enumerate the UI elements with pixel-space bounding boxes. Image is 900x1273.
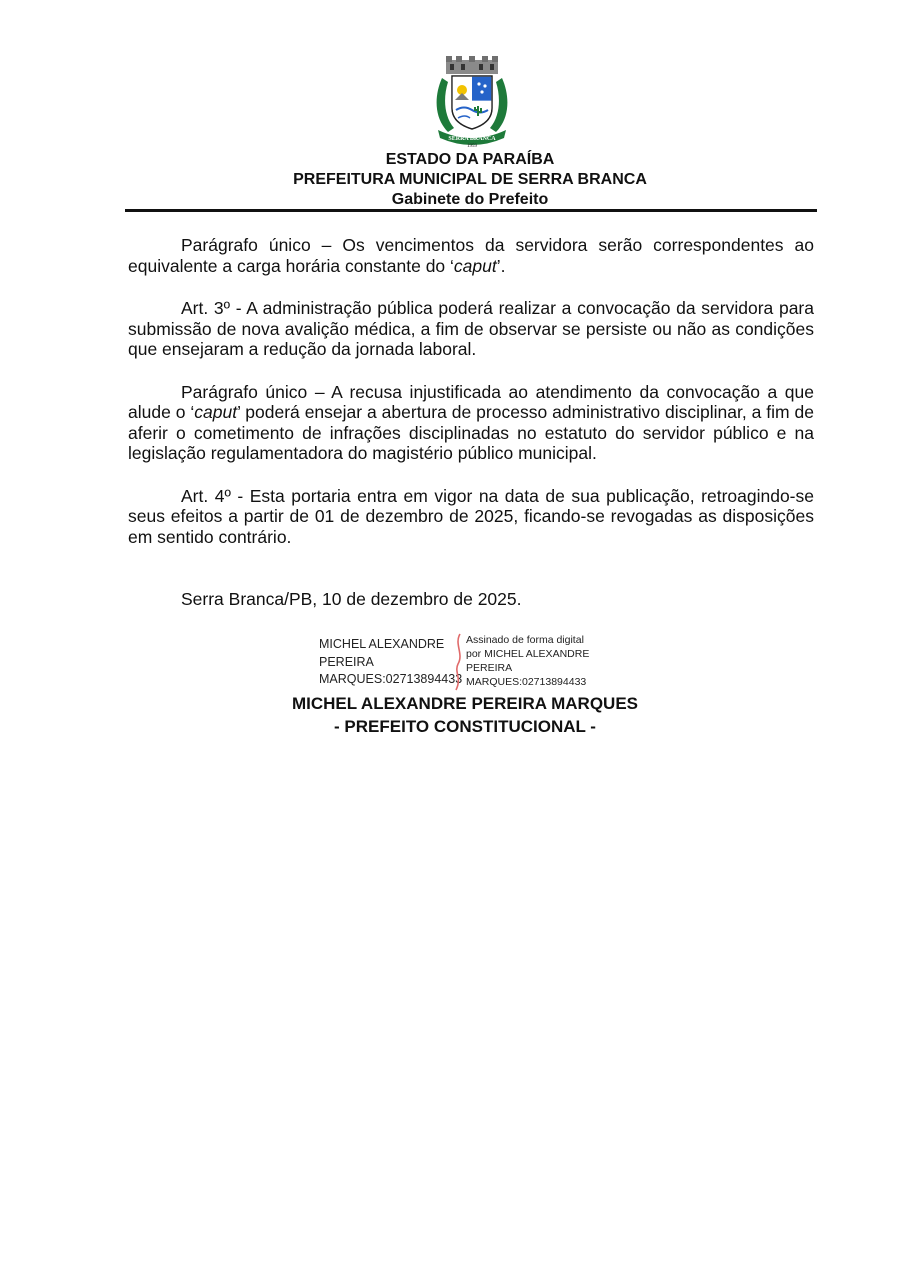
document-header — [0, 150, 900, 210]
crest-banner-text: SERRA BRANCA — [448, 136, 496, 142]
shield-icon — [452, 76, 492, 129]
municipal-crest-logo — [432, 56, 512, 148]
signer-title: - PREFEITO CONSTITUCIONAL - — [334, 717, 596, 736]
crown-icon — [446, 56, 498, 74]
article-4: Art. 4º - Esta portaria entra em vigor na data de sua publicação, retroagindo-se seus efeitos a partir de 01 de dezembro de 2025, ficando-se revogadas as disposições em sentido contrário. — [128, 485, 814, 547]
header-municipality: PREFEITURA MUNICIPAL DE SERRA BRANCA — [293, 171, 647, 188]
document-body — [128, 235, 814, 569]
caput-term: caput — [194, 402, 238, 422]
article-3: Art. 3º - A administração pública poderá realizar a convocação da servidora para submissão de nova avalição médica, a fim de observar se persiste ou não as condições que ensejaram a redução da jornada laboral. — [128, 298, 814, 359]
digital-signature-stamp: Assinado de forma digital por MICHEL ALEXANDRE PEREIRA MARQUES:02713894433 — [466, 634, 590, 688]
digital-signature-name: MICHEL ALEXANDRE PEREIRA MARQUES:02713894433 — [319, 637, 463, 686]
signer-block — [0, 692, 900, 738]
paragraph-sole-refusal: Parágrafo único – A recusa injustificada ao atendimento da convocação a que alude o ‘caput’ poderá ensejar a abertura de processo administrativo disciplinar, a fim de aferir o cometimento de infrações disciplinadas no estatuto do servidor público e na legislação regulamentadora do magistério público municipal. — [128, 381, 814, 463]
header-divider — [125, 209, 817, 212]
header-office: Gabinete do Prefeito — [391, 191, 549, 208]
paragraph-sole-salary: Parágrafo único – Os vencimentos da servidora serão correspondentes ao equivalente a carga horária constante do ‘caput’. — [128, 235, 814, 276]
header-state: ESTADO DA PARAÍBA — [385, 151, 555, 168]
crest-year: 1959 — [467, 144, 477, 148]
signer-name: MICHEL ALEXANDRE PEREIRA MARQUES — [291, 694, 638, 713]
caput-term: caput — [453, 255, 497, 276]
place-and-date: Serra Branca/PB, 10 de dezembro de 2025. — [181, 589, 522, 609]
